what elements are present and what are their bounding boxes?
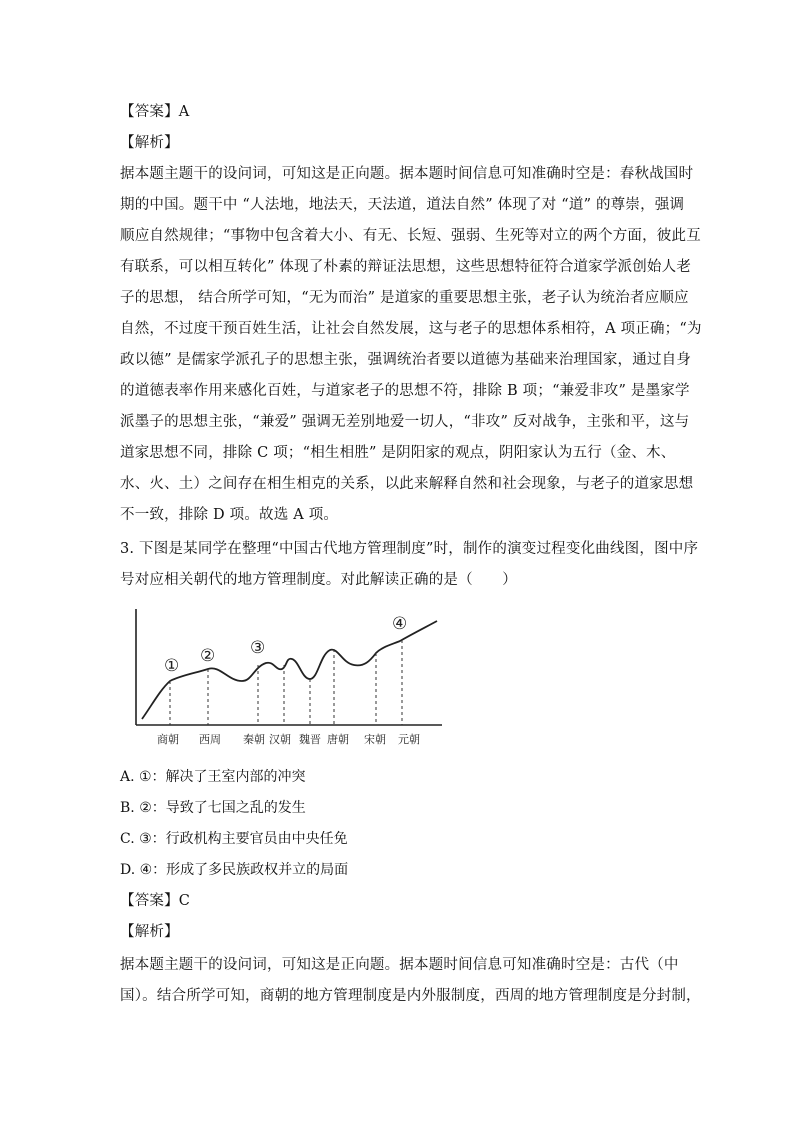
- x-label-han: 汉朝: [269, 733, 291, 746]
- analysis-line: 水、火、土）之间存在相生相克的关系，以此来解释自然和社会现象，与老子的道家思想: [120, 476, 694, 492]
- marker-4: ④: [392, 614, 408, 634]
- analysis-line: 据本题主题干的设问词，可知这是正向题。据本题时间信息可知准确时空是：春秋战国时: [120, 166, 694, 182]
- answer-label-2: 【答案】C: [120, 893, 191, 909]
- x-label-yuan: 元朝: [398, 733, 420, 746]
- option-a[interactable]: A. ①：解决了王室内部的冲突: [120, 769, 306, 785]
- question-line: 号对应相关朝代的地方管理制度。对此解读正确的是（ ）: [120, 572, 517, 588]
- analysis-label: 【解析】: [120, 135, 179, 151]
- analysis-line: 有联系，可以相互转化” 体现了朴素的辩证法思想，这些思想特征符合道家学派创始人老: [120, 259, 692, 275]
- x-label-song: 宋朝: [364, 733, 386, 746]
- x-label-shang: 商朝: [157, 733, 179, 746]
- x-label-tang: 唐朝: [327, 733, 349, 746]
- marker-1: ①: [164, 656, 180, 676]
- marker-3: ③: [250, 638, 266, 658]
- option-d[interactable]: D. ④：形成了多民族政权并立的局面: [120, 862, 349, 878]
- analysis-line: 顺应自然规律；“事物中包含着大小、有无、长短、强弱、生死等对立的两个方面，彼此互: [120, 228, 701, 244]
- question-line: 3. 下图是某同学在整理“中国古代地方管理制度”时，制作的演变过程变化曲线图，图中序: [120, 541, 699, 557]
- analysis-label-2: 【解析】: [120, 924, 179, 940]
- analysis-line: 派墨子的思想主张，“兼爱” 强调无差别地爱一切人，“非攻” 反对战争，主张和平，这与: [120, 414, 690, 430]
- option-b[interactable]: B. ②：导致了七国之乱的发生: [120, 800, 306, 816]
- answer-label: 【答案】A: [120, 104, 190, 120]
- x-label-weijin: 魏晋: [299, 733, 321, 746]
- analysis-line: 子的思想， 结合所学可知，“无为而治” 是道家的重要思想主张，老子认为统治者应顺应: [120, 290, 689, 306]
- analysis-line: 期的中国。题干中 “人法地，地法天，天法道，道法自然” 体现了对 “道” 的尊崇，强调: [120, 197, 685, 213]
- analysis-line: 据本题主题干的设问词，可知这是正向题。据本题时间信息可知准确时空是：古代（中: [120, 957, 679, 973]
- x-label-qin: 秦朝: [243, 733, 265, 746]
- analysis-line: 不一致，排除 D 项。故选 A 项。: [120, 507, 339, 523]
- evolution-curve: [142, 621, 437, 719]
- marker-2: ②: [200, 646, 216, 666]
- analysis-line: 政以德” 是儒家学派孔子的思想主张，强调统治者要以道德为基础来治理国家，通过自身: [120, 352, 692, 368]
- analysis-line: 的道德表率作用来感化百姓，与道家老子的思想不符，排除 B 项；“兼爱非攻” 是墨家学: [120, 383, 690, 399]
- x-label-xizhou: 西周: [199, 733, 221, 746]
- evolution-curve-diagram: [124, 605, 464, 755]
- analysis-line: 自然，不过度干预百姓生活，让社会自然发展，这与老子的思想体系相符，A 项正确；“为: [120, 321, 702, 337]
- analysis-line: 国）。结合所学可知，商朝的地方管理制度是内外服制度，西周的地方管理制度是分封制，: [120, 988, 701, 1004]
- analysis-line: 道家思想不同，排除 C 项；“相生相胜” 是阴阳家的观点，阴阳家认为五行（金、木、: [120, 445, 676, 461]
- option-c[interactable]: C. ③：行政机构主要官员由中央任免: [120, 831, 348, 847]
